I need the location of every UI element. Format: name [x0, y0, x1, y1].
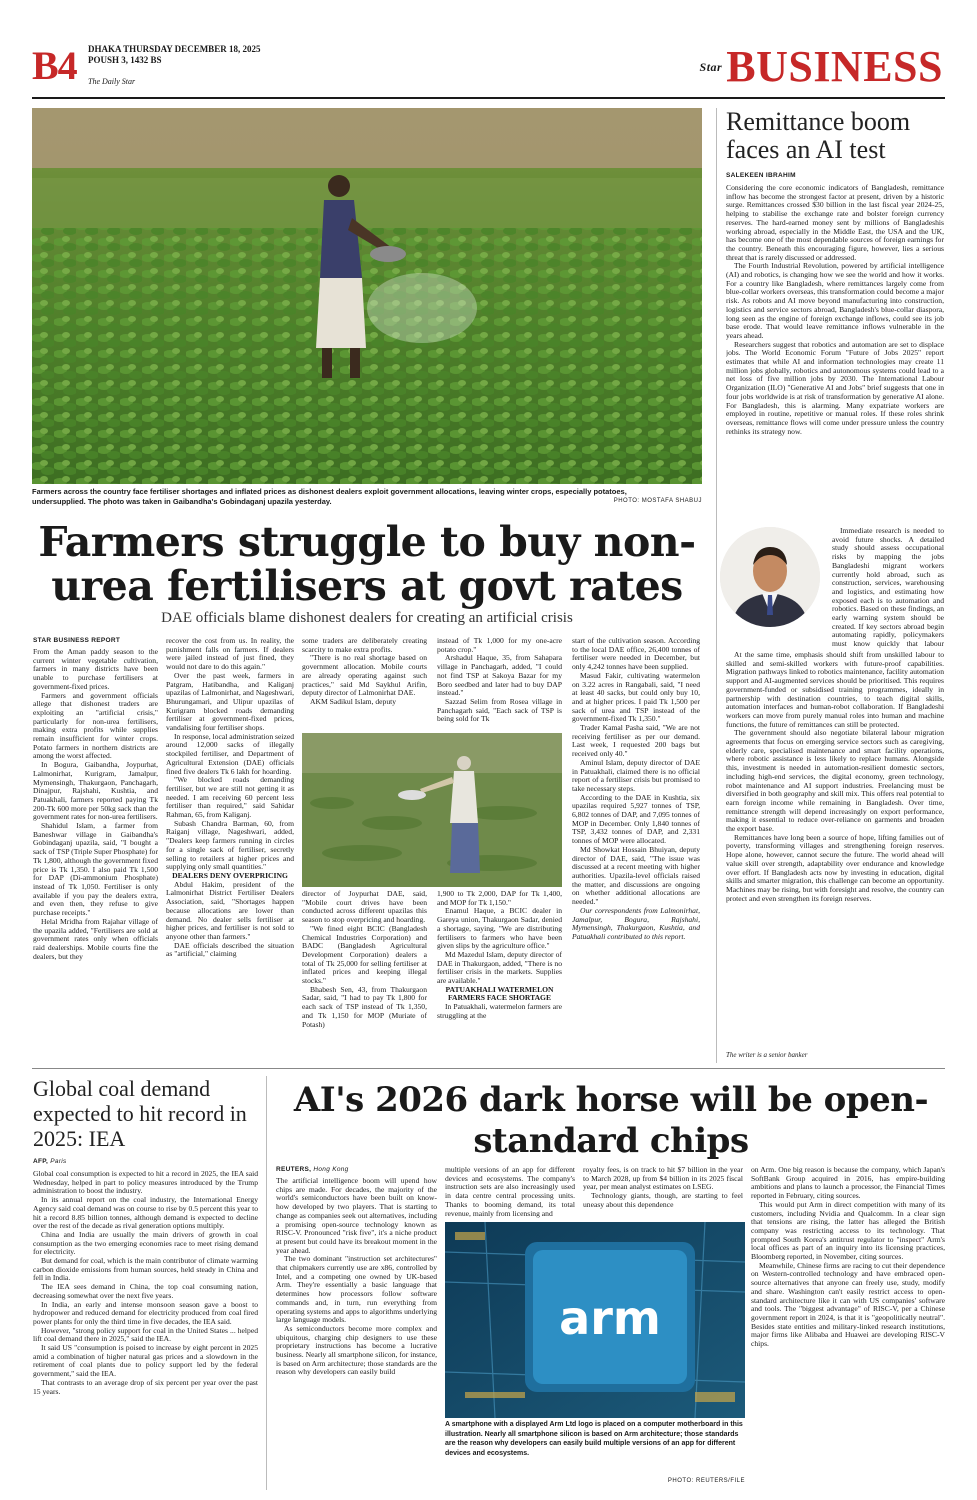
star-logo: Star: [699, 60, 723, 74]
fertiliser-spreading-image: [302, 733, 562, 887]
farmer-field-image: [32, 108, 702, 484]
author-portrait: [720, 527, 820, 627]
remittance-body-bottom: At the same time, emphasis should shift from unskilled labour to skilled and semi-skilled workers with future-proof capabilities. Migration pathways linked to robotics maintenance, facility automation support and AI-augmented services should be prioritised. This requires government-funded or subsidised training programmes, ideally in partnership with destination countries, to teach digital skills, automation interfaces and human-robot collaboration. If Bangladeshi workers can move from purely manual roles into human and machine functions, the future of remittances can still be protected. The government should also negotiate bilateral labour migration agreements that focus on emerging service sectors such as caregiving, elderly care, specialised maintenance and smart facility operations, where robotic assistance is less likely to replace humans. Alongside this, investment is needed in automation-resilient domestic sectors, including high-end services, the digital economy, green technology, robot maintenance and AI support industries. Freelancing must be diversified in both geography and skill mix. This offers real potential to earn foreign income while remaining in Bangladesh. Over time, remittance strength will depend increasingly on export performance, making it essential to reduce over-reliance on garments and broaden the export base. Remittances have long been a source of hope, lifting families out of poverty, transforming villages and strengthening foreign reserves. Hope alone, however, cannot secure the future. The world ahead will value skill over strength, adaptability over endurance and knowledge over effort. If Bangladesh acts now by investing in education, digital skills and smarter migration, this challenge can become an opportunity. Machines may be rising, but with foresight and resolve, the country can protect and even strengthen its foreign reserves.: [726, 651, 944, 903]
lead-col-3-bottom: director of Joypurhat DAE, said, "Mobile court drives have been conducted across different upazilas this season to stop overpricing and hoarding. "We fined eight BCIC (Bangladesh Chemical Industries Corporation) and BADC (Bangladesh Agricultural Development Corporation) dealers a total of Tk 25,000 for selling fertiliser at inflated prices and keeping illegal stocks." Bhabesh Sen, 43, from Thakurgaon Sadar, said, "I had to pay Tk 1,800 for each sack of TSP instead of Tk 1,350, and Tk 1,150 for MOP (Muriate of Potash): [302, 890, 427, 1029]
chips-byline: REUTERS, Hong Kong: [276, 1166, 349, 1173]
remittance-byline: SALEKEEN IBRAHIM: [726, 172, 796, 179]
lead-col-1: From the Aman paddy season to the current winter vegetable cultivation, farmers in many districts have been unable to purchase fertilisers at government-fixed prices. Farmers and government officials allege that dishonest traders are exploiting an "artificial crisis," particularly for non-urea fertilisers, making extra profits while supplies remain insufficient for winter crops. Potato farmers in northern districts are among the worst affected. In Bogura, Gaibandha, Joypurhat, Lalmonirhat, Kurigram, Jamalpur, Mymensingh, Thakurgaon, Panchagarh, Dinajpur, Rajshahi, Kushtia, and Patuakhali, farmers reported paying Tk 200-Tk 600 more per 50kg sack than the government rates for non-urea fertilisers. Shahidul Islam, a farmer from Baneshwar village in Gaibandha's Gobindaganj upazila, said, "I bought a sack of TSP (Triple Super Phosphate) for Tk 1,800, although the government fixed price is Tk 1,350. I also paid Tk 1,500 for DAP (Di-ammonium Phosphate) instead of Tk 1,050. Fertiliser is only available if you pay the dealers extra, and even then, they refuse to give purchase receipts." Helal Mridha from Rajahar village of the upazila added, "Fertilisers are sold at government rates only when officials raid dealerships. Mobile courts fine the dealers, but they: [33, 648, 158, 961]
lead-photo: [32, 108, 702, 484]
lead-col-2: recover the cost from us. In reality, the punishment falls on farmers. If dealers were jailed instead of just fined, they would not dare to do this again." Over the past week, farmers in Patgram, Hatibandha, and Kaliganj upazilas of Lalmonirhat, and Nageshwari, Bhurungamari, and Ulipur upazilas of Kurigram blocked roads demanding fertiliser at government-fixed prices, vandalising four fertiliser shops. In response, local administration seized around 12,000 sacks of illegally stockpiled fertiliser, and Department of Agricultural Extension (DAE) officials fined five dealers Tk 6 lakh for hoarding. "We blocked roads demanding fertiliser, but we are still not getting it as needed. I am receiving 60 percent less fertiliser than required," said Sahidar Rahman, 65, from Kaliganj. Subash Chandra Barman, 60, from Raiganj village, Nageshwari, added, "Dealers keep farmers running in circles for a single sack of fertiliser, secretly selling to retailers at higher prices and supplying only small quantities." DEALERS DENY OVERPRICING Abdul Hakim, president of the Lalmonirhat District Fertiliser Dealers Association, said, "Shortages happen because allocations are lower than demand. No dealer sells fertiliser at higher prices, and fertiliser is not sold to anyone other than farmers." DAE officials described the situation as "artificial," claiming: [166, 637, 294, 959]
coal-headline: Global coal demand expected to hit record in 2025: IEA: [33, 1076, 247, 1151]
subhead-dealers: DEALERS DENY OVERPRICING: [172, 870, 288, 880]
chips-col-2: multiple versions of an app for different devices and ecosystems. The company's instruction sets are also increasingly used in data centre central processing units. Thanks to booming demand, its total revenue, mainly from licensing and: [445, 1166, 575, 1218]
chips-photo-caption: A smartphone with a displayed Arm Ltd logo is placed on a computer motherboard in this illustration. Nearly all smartphone silicon is based on Arm architecture; those standards are the reason why developers can easily build multiple versions of an app for different devices and ecosystems.: [445, 1421, 743, 1457]
column-divider: [716, 108, 717, 1063]
paper-name: The Daily Star: [88, 77, 136, 86]
dateline: [88, 44, 260, 66]
lead-col-4-top: instead of Tk 1,000 for my one-acre potato crop." Arshadul Haque, 35, from Sahapara village in Panchagarh, added, "I could not find TSP at Sakoya Bazar for my Boro seedbed and later had to buy DAP instead." Sazzad Selim from Rosea village in Panchagarh said, "Each sack of TSP is being sold for Tk: [437, 637, 562, 724]
bangla-date: POUSH 3, 1432 BS: [88, 55, 162, 65]
chips-col-1: The artificial intelligence boom will upend how chips are made. For decades, the majority of the world's semiconductors have been built on know-how developed by two players. That is starting to change as companies seek out alternatives, including a promising open-source technology known as RISC-V. Pronounced "risk five", it's a niche product at present but could have its breakout moment in the year ahead. The two dominant "instruction set architectures" that chipmakers currently use are x86, controlled by Intel, and a competing one owned by UK-based Arm. They're essentially a basic language that determines how processors follow software commands and, in turn, run everything from operating systems and apps to algorithms underlying large language models. As semiconductors become more complex and ubiquitous, charging chip designers to use these proprietary instructions has become a lucrative business. Nearly all smartphone silicon, for instance, is based on Arm architecture; those standards are the reason why developers can easily build: [276, 1177, 437, 1377]
chips-headline: AI's 2026 dark horse will be open-standard chips: [293, 1080, 929, 1161]
remittance-headline: Remittance boom faces an AI test: [726, 107, 911, 164]
arm-logo: arm: [559, 1291, 661, 1345]
coal-divider: [266, 1076, 267, 1490]
subhead-patuakhali: PATUAKHALI WATERMELON FARMERS FACE SHORTAGE: [445, 984, 554, 1003]
author-photo: [720, 527, 820, 627]
chips-photo: [445, 1222, 745, 1418]
masthead-rule: [32, 97, 945, 99]
remittance-body-top: Considering the core economic indicators of Bangladesh, remittance inflow has become the strongest factor at present, driven by a historic surge. Remittances crossed $30 billion in the last fiscal year 2024-25, helping to stabilise the exchange rate and bolster foreign currency reserves. The hard-earned money sent by millions of Bangladeshis working abroad, especially in the Middle East, the USA and the UK, has become one of the most dependable sources of foreign earnings for the country. Beneath this encouraging figure, however, lies a serious threat that is rarely discussed or addressed. The Fourth Industrial Revolution, powered by artificial intelligence (AI) and robotics, is changing how we see the world and how it works. For a country like Bangladesh, where remittances largely come from blue-collar workers overseas, this transformation could become a major risk. As robots and AI move beyond manufacturing into construction, logistics and service sectors abroad, Bangladesh's blue-collar diaspora, long seen as the engine of foreign exchange inflows, could see its job base erode. That would leave remittance inflows vulnerable in the years ahead. Researchers suggest that robotics and automation are set to displace jobs. The World Economic Forum "Future of Jobs 2025" report estimates that while AI and information technologies may create 11 million jobs globally, robotics and autonomous systems could lead to a net loss of five million jobs by 2030. The International Labour Organization (ILO) "Generative AI and Jobs" brief suggests that one in four jobs worldwide is at risk of transformation by generative AI alone. For Bangladesh, this is alarming. Many expatriate workers are employed in routine, repetitive or manual roles. If these roles shrink overseas, remittance flows will come under pressure unless the country rethinks its strategy now.: [726, 184, 944, 436]
lead-photo-credit: PHOTO: MOSTAFA SHABUJ: [613, 498, 702, 504]
lead-col-3-top: some traders are deliberately creating scarcity to make extra profits. "There is no real shortage based on government allocation. Mobile courts are already operating against such practices," said Md Saykhul Arifin, deputy director of Lalmonirhat DAE. AKM Sadikul Islam, deputy: [302, 637, 427, 706]
lead-col-5: start of the cultivation season. According to the local DAE office, 26,400 tonnes of fertiliser were needed in December, but only 4,242 tonnes have been supplied. Masud Fakir, cultivating watermelon on 3.22 acres in Rangabali, said, "I need at least 40 sacks, but could only buy 10, and at higher prices. I paid Tk 1,500 per sack of urea and TSP instead of the government-fixed Tk 1,350." Trader Kamal Pasha said, "We are not receiving fertiliser as per our demand. Last week, I requested 200 bags but received only 40." Aminul Islam, deputy director of DAE in Patuakhali, claimed there is no official report of a fertiliser crisis but promised to take necessary steps. According to the DAE in Kushtia, six upazilas required 5,927 tonnes of TSP, 6,802 tonnes of DAP, and 7,095 tonnes of MOP in December. Only 1,840 tonnes of TSP, 3,432 tonnes of DAP, and 2,331 tonnes of MOP were allocated. Md Showkat Hossain Bhuiyan, deputy director of DAE, said, "The issue was discussed at a recent meeting with higher authorities. Upazila-level officials raised the matter, and discussions are ongoing on whether additional allocations are needed." Our correspondents from Lalmonirhat, Jamalpur, Bogura, Rajshahi, Mymensingh, Thakurgaon, Kushtia, and Patuakhali contributed to this report.: [572, 637, 700, 941]
page-number: B4: [32, 43, 77, 88]
remittance-footnote: The writer is a senior banker: [726, 1051, 808, 1059]
lead-byline: STAR BUSINESS REPORT: [33, 637, 121, 644]
coal-byline: AFP, Paris: [33, 1158, 67, 1165]
date: DHAKA THURSDAY DECEMBER 18, 2025: [88, 44, 261, 54]
remittance-wrap-text: Immediate research is needed to avoid future shocks. A detailed study should assess occupational risks by mapping the jobs Bangladeshi migrant workers currently hold abroad, such as construction, services, warehousing and logistics, and estimating how exposed each is to automation and robotics. Based on these findings, an early warning system should be created. If key sectors abroad begin automating rapidly, policymakers must know quickly that labour: [832, 527, 944, 649]
coal-body: Global coal consumption is expected to hit a record in 2025, the IEA said Wednesday, helped in part to policy measures introduced by the Trump administration to boost the industry. In its annual report on the coal industry, the International Energy Agency said coal demand was on course to rise by 0.5 percent this year to hit a record 8.85 billion tonnes, although demand is expected to decline over the rest of the decade as rival generation options multiply. China and India are usually the main drivers of growth in coal consumption as the two emerging economies race to meet rising demand for electricity. But demand for coal, which is the main contributor of climate warming carbon dioxide emissions from human sources, held steady in China and fell in India. The IEA sees demand in China, the top coal consuming nation, decreasing somewhat over the next five years. In India, an early and intense monsoon season gave a boost to hydropower and reduced demand for electricity produced from coal fired power plants for only the third time in five decades, the IEA said. However, "strong policy support for coal in the United States ... helped lift coal demand there in 2025," said the IEA. It said US "consumption is poised to increase by eight percent in 2025 amid a combination of higher natural gas prices and a slowdown in the retirement of coal plants due to policy support led by the federal government," said the IEA. That contrasts to an average drop of six percent per year over the past 15 years.: [33, 1170, 258, 1396]
lead-deck: DAE officials blame dishonest dealers for creating an artificial crisis: [161, 610, 573, 626]
section-label: BUSINESS: [726, 42, 943, 91]
chips-col-4: on Arm. One big reason is because the company, which Japan's SoftBank Group acquired in 2016, has empire-building ambitions and plans to launch a processor, the Financial Times reported in February, citing sources. This would put Arm in direct competition with many of its customers, including Nvidia and Qualcomm. In a clear sign that tensions are rising, the latter has alleged the British company was restricting access to its technology. That prompted South Korea's antitrust regulator to "inspect" Arm's local offices as part of an inquiry into its licensing practices, Bloomberg reported, in November, citing sources. Meanwhile, Chinese firms are racing to cut their dependence on Western-controlled technology and have embraced open-source alternatives that anyone can freely use, study, modify and share. Washington can't easily restrict access to open-standard architecture like it can with US companies' software and tools. The "biggest advantage" of RISC-V, per a Chinese government report in 2024, is that it is "geopolitically neutral". Besides state entities and military-linked research institutions, major firms like Alibaba and Huawei are developing RISC-V chips.: [751, 1166, 945, 1349]
lead-headline: Farmers struggle to buy non-urea fertilisers at govt rates: [38, 518, 696, 610]
arm-chip-image: [445, 1222, 745, 1418]
lead-col-4-bottom: 1,900 to Tk 2,000, DAP for Tk 1,400, and MOP for Tk 1,150." Enamul Haque, a BCIC dealer in Gareya union, Thakurgaon Sadar, denied a shortage, saying, "We are distributing fertilisers to farmers who have been given slips by the agriculture office." Md Mazedul Islam, deputy director of DAE in Thakurgaon, added, "There is no fertiliser crisis in the markets. Supplies are available." PATUAKHALI WATERMELON FARMERS FACE SHORTAGE In Patuakhali, watermelon farmers are struggling at the: [437, 890, 562, 1020]
chips-col-3: royalty fees, is on track to hit $7 billion in the year to March 2028, up from $4 billion in its 2025 fiscal year, per mean analyst estimates on LSEG. Technology giants, though, are starting to feel uneasy about this dependence: [583, 1166, 743, 1209]
section-title: [699, 42, 943, 91]
lead-photo-caption: Farmers across the country face fertiliser shortages and inflated prices as dishonest dealers exploit government allocations, leaving winter crops, especially potatoes, undersupplied. The photo was taken in Gaibandha's Gobindaganj upazila yesterday.: [32, 487, 627, 506]
section-divider: [32, 1068, 945, 1069]
chips-photo-credit: PHOTO: REUTERS/FILE: [667, 1478, 745, 1484]
inset-photo: [302, 733, 562, 887]
